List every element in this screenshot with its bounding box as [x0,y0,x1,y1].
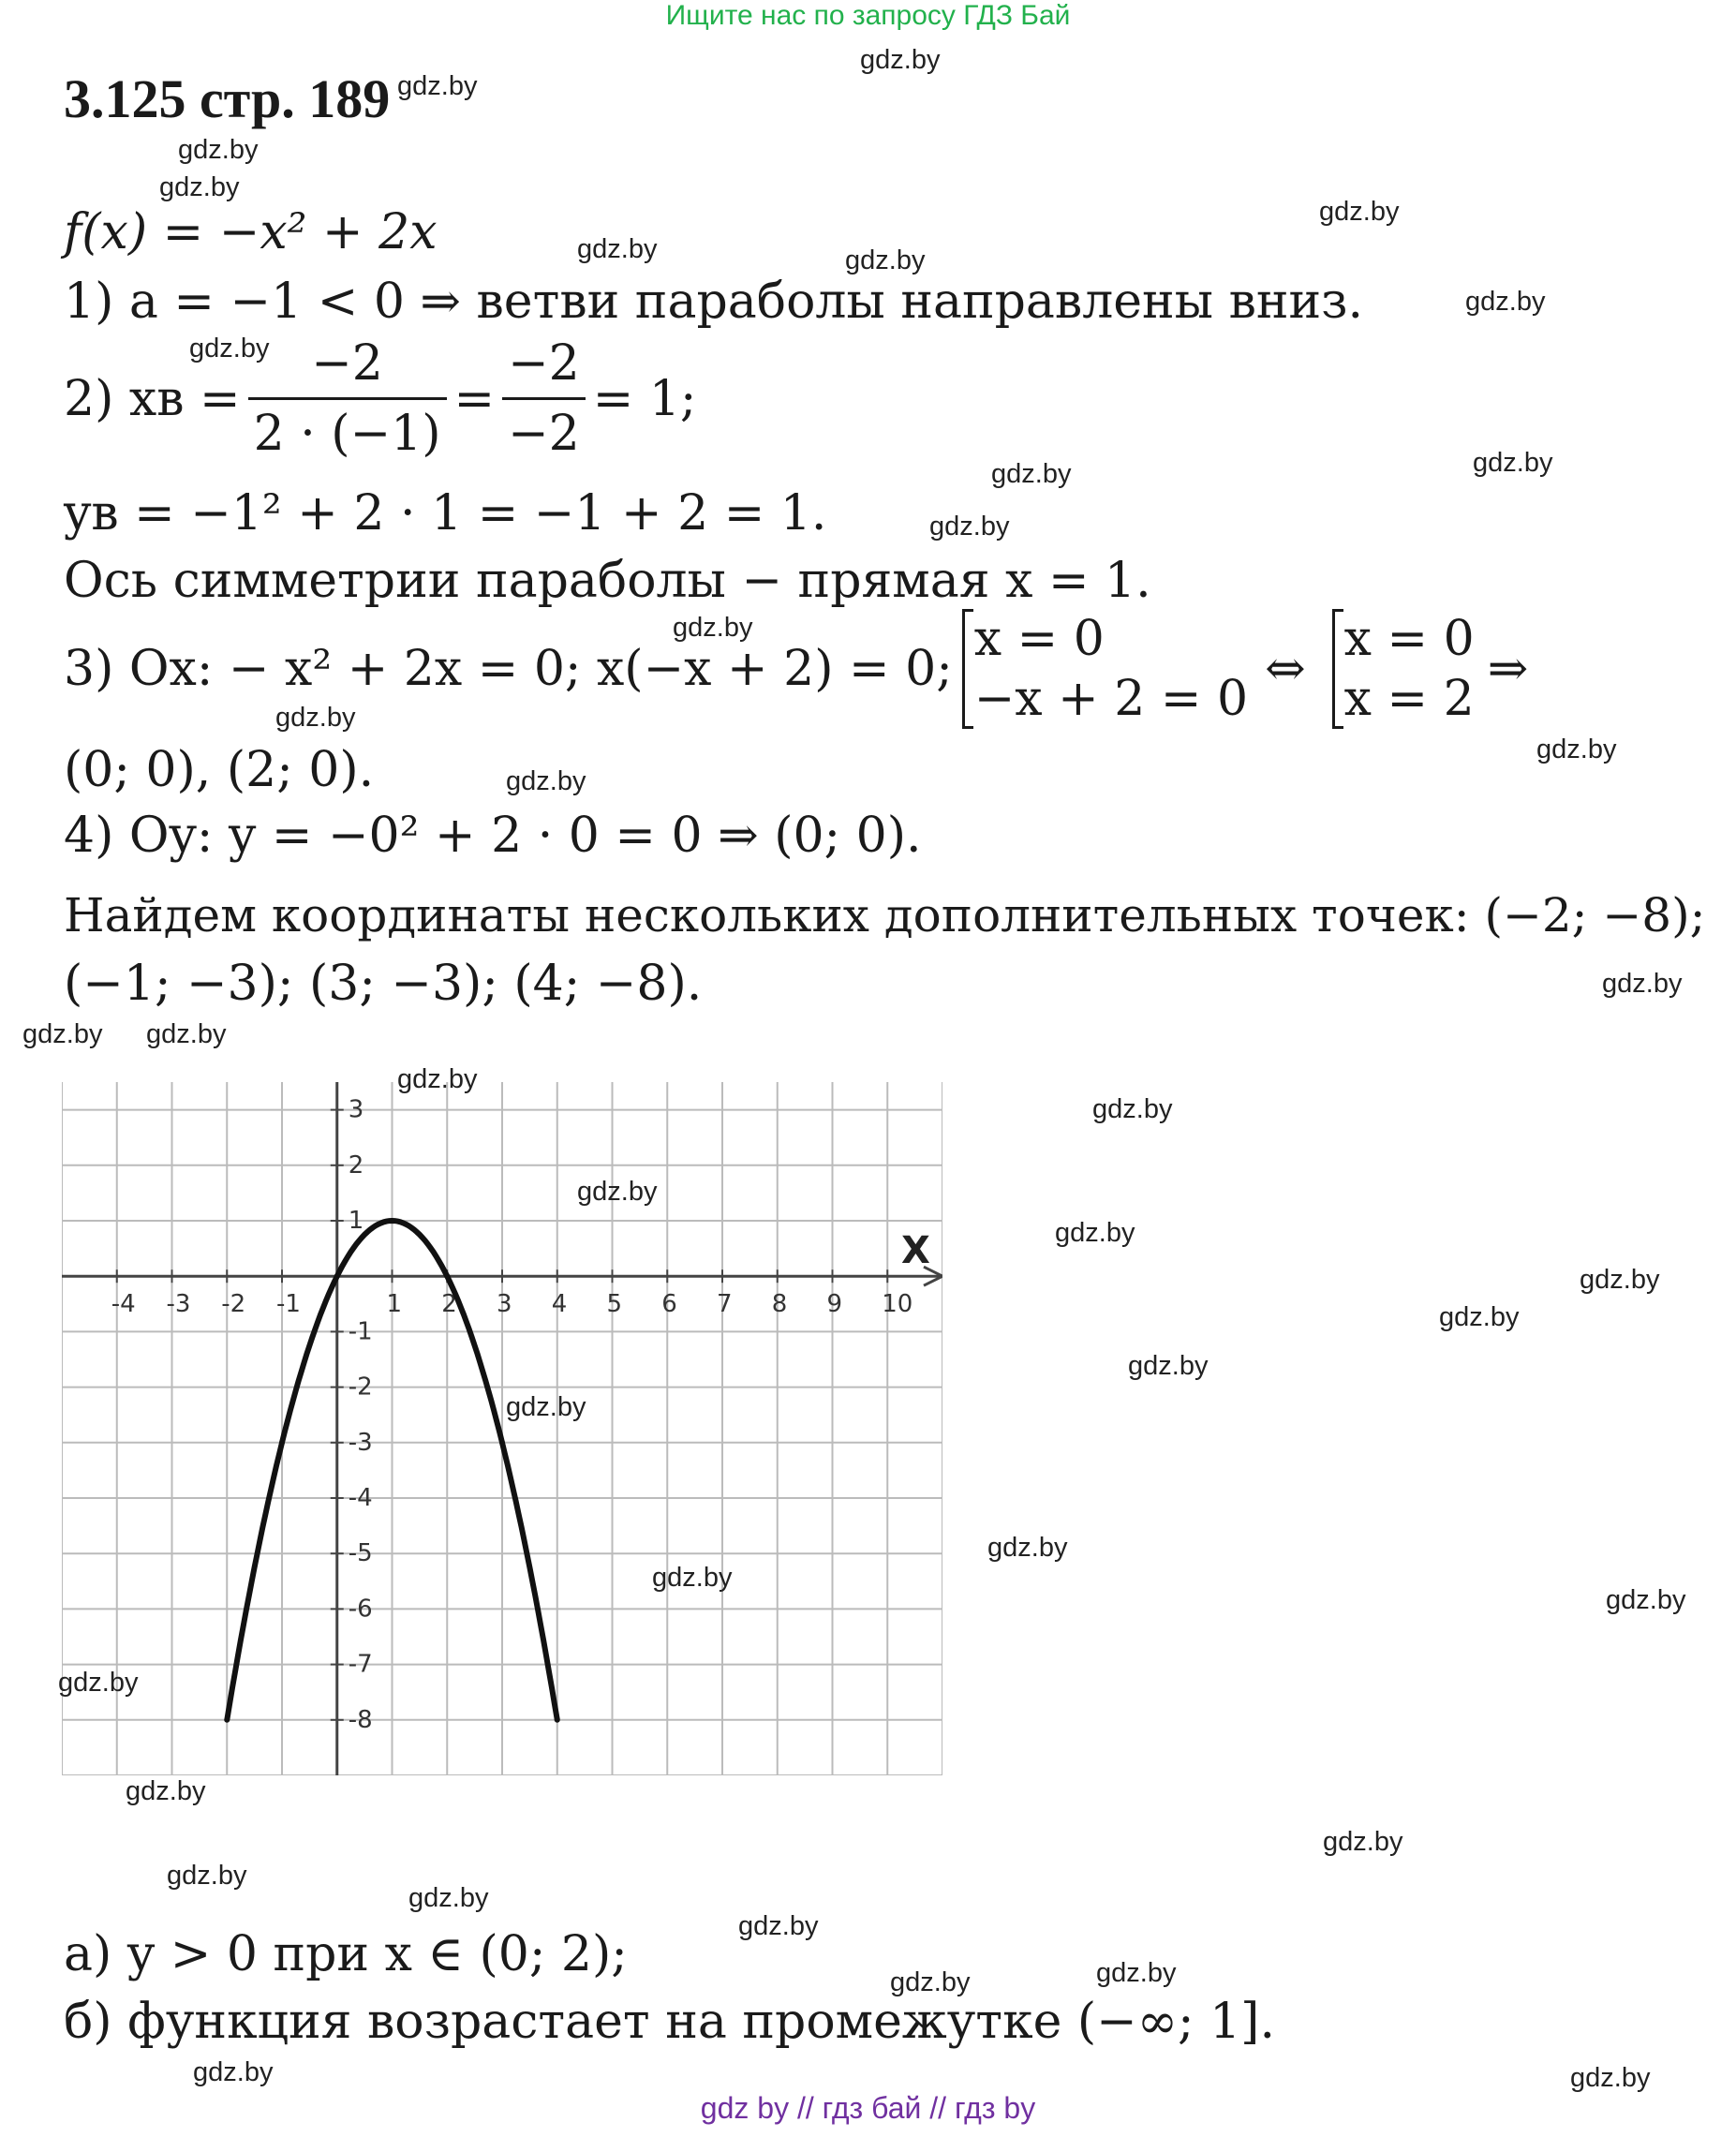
x-tick-label: -4 [111,1290,136,1319]
fraction-2 [502,335,586,462]
y-tick-label: -6 [348,1595,373,1624]
watermark: gdz.by [1055,1218,1135,1248]
system-2-row-2: x = 2 [1343,671,1475,727]
y-tick-label: -8 [348,1705,373,1734]
system-2 [1332,609,1475,729]
watermark: gdz.by [577,1177,658,1207]
watermark: gdz.by [991,459,1072,489]
system-1-row-2: −x + 2 = 0 [973,671,1249,727]
watermark: gdz.by [58,1668,139,1698]
watermark: gdz.by [159,172,240,202]
watermark: gdz.by [1096,1958,1177,1988]
y-tick-label: -3 [348,1428,373,1457]
system-2-row-1: x = 0 [1343,611,1475,667]
watermark: gdz.by [673,613,753,643]
y-tick-label: -5 [348,1539,373,1568]
watermark: gdz.by [1319,197,1400,227]
x-tick-label: 4 [551,1290,568,1319]
watermark: gdz.by [506,1392,586,1422]
extra-points-line-1: Найдем координаты нескольких дополнительных точек: (−2; −8); [64,888,1706,942]
y-tick-label: -2 [348,1373,373,1402]
x-tick-label: 1 [386,1290,403,1319]
x-tick-label: -2 [221,1290,246,1319]
watermark: gdz.by [193,2057,274,2087]
x-tick-label: 8 [771,1290,788,1319]
data-point [444,1273,450,1279]
x-tick-label: 3 [497,1290,512,1319]
watermark: gdz.by [126,1776,206,1806]
x-tick-label: 10 [882,1290,913,1319]
step-2-rhs: = 1; [592,370,697,427]
watermark: gdz.by [397,71,478,101]
x-axis-label: X [901,1229,930,1273]
watermark: gdz.by [860,45,941,75]
answer-b: б) функция возрастает на промежутке (−∞; 1]. [64,1994,1275,2050]
watermark: gdz.by [1128,1351,1209,1381]
parabola-chart [62,1082,942,1775]
watermark: gdz.by [1570,2063,1651,2093]
watermark: gdz.by [397,1064,478,1094]
watermark: gdz.by [890,1967,971,1997]
watermark: gdz.by [652,1563,733,1593]
page-title: 3.125 стр. 189 [64,68,391,129]
y-tick-label: 1 [348,1207,364,1235]
watermark: gdz.by [506,766,586,796]
top-banner: Ищите нас по запросу ГДЗ Бай [665,0,1071,31]
watermark: gdz.by [189,334,270,364]
system-1 [962,609,1248,729]
x-tick-label: -3 [166,1290,191,1319]
fraction-1 [248,335,447,462]
fraction-1-den: 2 · (−1) [248,397,447,462]
implies-symbol: ⇒ [1487,641,1529,697]
watermark: gdz.by [929,512,1010,542]
watermark: gdz.by [1606,1585,1686,1615]
data-point [390,1218,395,1224]
watermark: gdz.by [1536,735,1617,764]
fraction-1-num: −2 [311,335,383,392]
x-tick-label: 2 [441,1290,457,1319]
watermark: gdz.by [275,703,356,733]
data-point [334,1273,340,1279]
watermark: gdz.by [738,1911,819,1941]
watermark: gdz.by [22,1019,103,1049]
data-point [279,1440,285,1446]
watermark: gdz.by [1473,448,1553,478]
x-intercepts: (0; 0), (2; 0). [64,742,375,798]
step-2-lhs: 2) xв = [64,370,241,427]
y-tick-label: -7 [348,1650,373,1679]
watermark: gdz.by [987,1533,1068,1563]
watermark: gdz.by [1323,1827,1403,1857]
watermark: gdz.by [1602,969,1683,999]
watermark: gdz.by [146,1019,227,1049]
data-point [499,1440,505,1446]
data-point [555,1717,560,1723]
fraction-2-den: −2 [502,397,586,462]
watermark: gdz.by [1580,1265,1660,1295]
vertex-y: yв = −1² + 2 · 1 = −1 + 2 = 1. [64,485,827,542]
watermark: gdz.by [178,135,259,165]
x-tick-label: 9 [826,1290,843,1319]
answer-a: а) y > 0 при x ∈ (0; 2); [64,1926,628,1982]
y-tick-label: -4 [348,1484,373,1512]
step-3-lhs: 3) Ox: − x² + 2x = 0; x(−x + 2) = 0; [64,641,953,697]
x-tick-label: -1 [276,1290,301,1319]
watermark: gdz.by [1439,1302,1520,1332]
x-tick-label: 5 [606,1290,623,1319]
y-tick-label: 3 [348,1095,364,1124]
x-tick-label: 6 [661,1290,677,1319]
y-tick-label: -1 [348,1317,373,1346]
function-line: f(x) = −x² + 2x [64,204,438,260]
watermark: gdz.by [167,1861,247,1891]
watermark: gdz.by [1092,1094,1173,1124]
iff-symbol: ⇔ [1265,641,1306,697]
extra-points-line-2: (−1; −3); (3; −3); (4; −8). [64,956,703,1012]
step-1: 1) a = −1 < 0 ⇒ ветви параболы направлены вниз. [64,274,1364,330]
watermark: gdz.by [577,234,658,264]
y-tick-label: 2 [348,1150,364,1180]
watermark: gdz.by [408,1883,489,1913]
watermark: gdz.by [845,245,926,275]
x-tick-label: 7 [717,1290,733,1319]
system-1-row-1: x = 0 [973,611,1105,667]
data-point [224,1717,230,1723]
watermark: gdz.by [1465,287,1546,317]
step-4: 4) Oy: y = −0² + 2 · 0 = 0 ⇒ (0; 0). [64,808,922,864]
fraction-2-num: −2 [508,335,580,392]
step-2 [64,335,696,462]
footer-links: gdz by // гдз бай // гдз by [700,2091,1036,2125]
step-2-eq: = [453,370,496,427]
symmetry-axis: Ось симметрии параболы − прямая x = 1. [64,553,1151,609]
